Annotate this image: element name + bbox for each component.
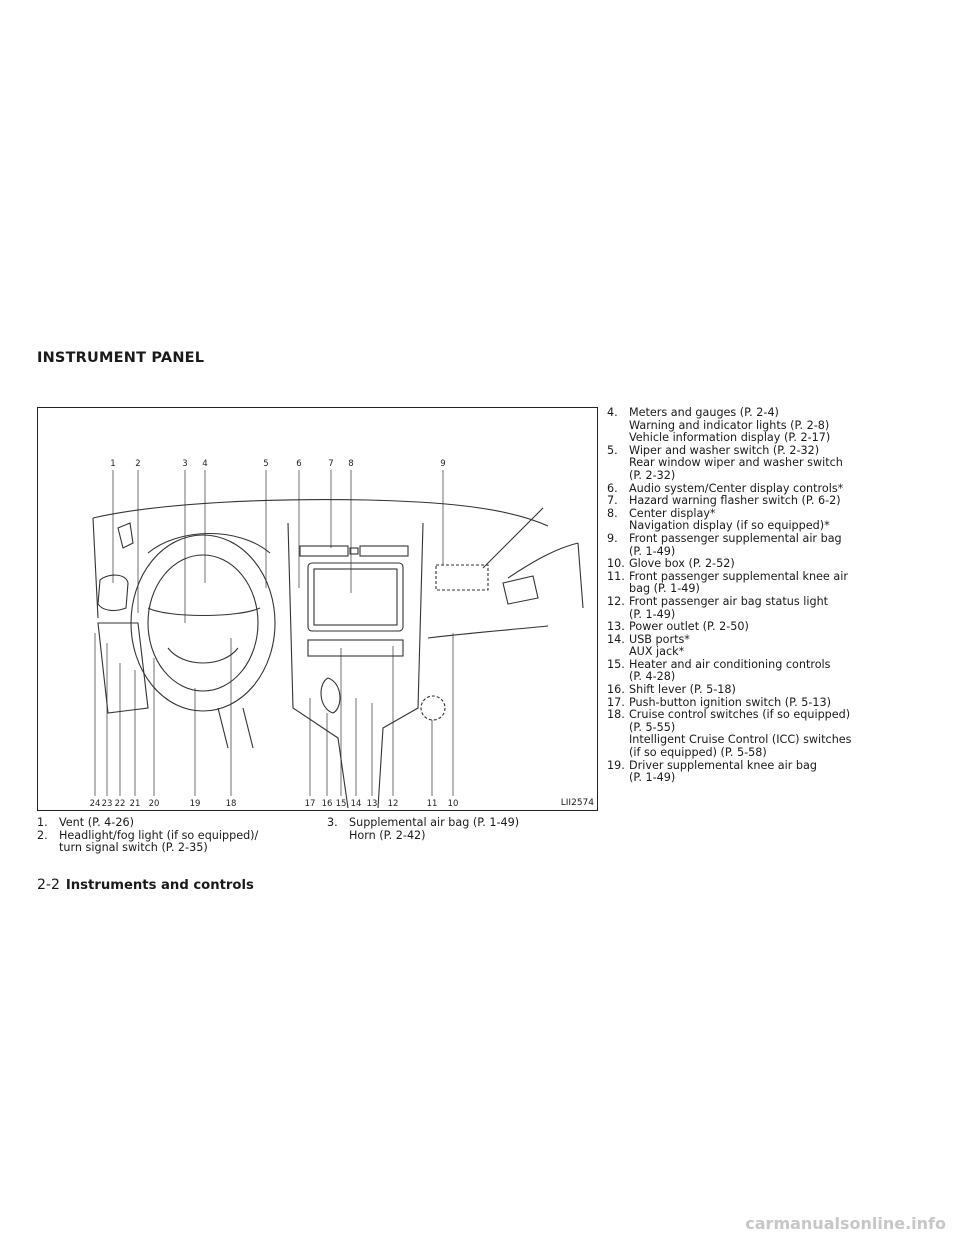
list-item — [607, 709, 902, 759]
item-number: 1. — [37, 816, 48, 829]
list-item — [607, 533, 902, 558]
callout-1: 1 — [110, 459, 116, 469]
callout-9: 9 — [440, 459, 446, 469]
item-line: Wiper and washer switch (P. 2-32) — [629, 443, 820, 457]
callout-3: 3 — [182, 459, 188, 469]
callout-11: 11 — [426, 799, 438, 809]
item-line: Power outlet (P. 2-50) — [629, 620, 749, 634]
item-number: 6. — [607, 481, 618, 495]
list-item — [607, 621, 902, 634]
glove-box — [428, 626, 548, 638]
item-number: 9. — [607, 531, 618, 545]
item-text — [629, 495, 902, 508]
callout-21: 21 — [129, 799, 141, 809]
item-line: (P. 1-49) — [629, 607, 676, 621]
item-line: Center display* — [629, 506, 716, 520]
item-line: Push-button ignition switch (P. 5-13) — [629, 695, 831, 709]
item-line: Cruise control switches (if so equipped) — [629, 708, 851, 722]
callout-18: 18 — [225, 799, 237, 809]
instrument-panel-illustration — [38, 408, 598, 811]
item-text — [629, 709, 902, 759]
callout-8: 8 — [348, 459, 354, 469]
callout-14: 14 — [350, 799, 362, 809]
callout-13: 13 — [366, 799, 378, 809]
dashboard-outline — [93, 500, 548, 526]
callout-15: 15 — [335, 799, 347, 809]
item-line: AUX jack* — [629, 645, 685, 659]
windshield-pillar-left — [93, 518, 98, 618]
item-number: 13. — [607, 620, 625, 634]
item-line: Front passenger supplemental knee air — [629, 569, 848, 583]
list-item — [37, 830, 307, 855]
item-line: (P. 4-28) — [629, 670, 676, 684]
item-line: bag (P. 1-49) — [629, 582, 700, 596]
item-line: Shift lever (P. 5-18) — [629, 683, 736, 697]
callout-4: 4 — [202, 459, 208, 469]
shift-lever — [321, 678, 340, 713]
callout-7: 7 — [328, 459, 334, 469]
list-item — [607, 634, 902, 659]
item-number: 12. — [607, 594, 625, 608]
center-display — [308, 563, 403, 631]
list-item — [327, 817, 587, 842]
item-line: Front passenger air bag status light — [629, 594, 829, 608]
section-title: INSTRUMENT PANEL — [37, 350, 205, 366]
callout-24: 24 — [89, 799, 101, 809]
page-footer — [37, 877, 254, 893]
item-text — [629, 684, 902, 697]
item-line: Heater and air conditioning controls — [629, 657, 831, 671]
list-item — [607, 558, 902, 571]
item-number: 11. — [607, 569, 625, 583]
item-number: 7. — [607, 494, 618, 508]
list-item — [607, 659, 902, 684]
figure-id-label: LII2574 — [560, 798, 594, 808]
item-line: (P. 2-32) — [629, 468, 676, 482]
items-column-2 — [327, 817, 587, 842]
item-number: 2. — [37, 828, 48, 842]
item-number: 17. — [607, 695, 625, 709]
item-text — [629, 596, 902, 621]
item-number: 10. — [607, 557, 625, 571]
item-line: (P. 5-55) — [629, 720, 676, 734]
item-line: (P. 1-49) — [629, 544, 676, 558]
passenger-airbag-outline — [436, 565, 488, 590]
items-column-3 — [607, 407, 902, 785]
item-line: Rear window wiper and washer switch — [629, 456, 843, 470]
callout-10: 10 — [447, 799, 459, 809]
item-line: Supplemental air bag (P. 1-49) — [349, 816, 520, 829]
chapter-title: Instruments and controls — [65, 878, 254, 893]
list-item — [607, 407, 902, 445]
item-text — [629, 659, 902, 684]
callout-5: 5 — [263, 459, 269, 469]
callout-2: 2 — [135, 459, 141, 469]
list-item — [37, 817, 307, 830]
item-text — [629, 508, 902, 533]
item-number: 16. — [607, 683, 625, 697]
steering-wheel — [131, 535, 275, 711]
item-line: (P. 1-49) — [629, 771, 676, 785]
item-line: Headlight/fog light (if so equipped)/ — [59, 828, 259, 842]
item-text — [629, 407, 902, 445]
item-line: Audio system/Center display controls* — [629, 481, 844, 495]
left-upper-vent — [118, 523, 133, 548]
knee-airbag-outline — [421, 696, 445, 720]
watermark: carmanualsonline.info — [745, 1214, 946, 1233]
item-line: Glove box (P. 2-52) — [629, 557, 735, 571]
callout-19: 19 — [189, 799, 201, 809]
list-item — [607, 571, 902, 596]
item-number: 18. — [607, 708, 625, 722]
item-text — [349, 817, 587, 842]
door-right — [508, 543, 583, 608]
instrument-panel-figure — [37, 407, 598, 811]
item-number: 4. — [607, 406, 618, 419]
page-number: 2-2 — [37, 877, 60, 893]
item-line: Vent (P. 4-26) — [59, 816, 134, 829]
item-number: 19. — [607, 758, 625, 772]
item-line: USB ports* — [629, 632, 690, 646]
item-text — [629, 760, 902, 785]
item-line: (if so equipped) (P. 5-58) — [629, 746, 767, 760]
item-line: turn signal switch (P. 2-35) — [59, 841, 208, 855]
center-vent — [300, 546, 348, 556]
callout-16: 16 — [321, 799, 333, 809]
callout-23: 23 — [101, 799, 113, 809]
item-number: 8. — [607, 506, 618, 520]
item-text — [629, 445, 902, 483]
callout-6: 6 — [296, 459, 302, 469]
item-line: Horn (P. 2-42) — [349, 828, 426, 842]
climate-controls — [308, 640, 403, 656]
item-text — [629, 634, 902, 659]
callout-20: 20 — [148, 799, 160, 809]
item-number: 14. — [607, 632, 625, 646]
list-item — [607, 684, 902, 697]
windshield-pillar-right — [483, 508, 543, 568]
item-line: Meters and gauges (P. 2-4) — [629, 406, 779, 419]
pedals — [218, 708, 253, 748]
meter-hood — [148, 533, 270, 553]
item-line: Navigation display (if so equipped)* — [629, 519, 830, 533]
item-line: Driver supplemental knee air bag — [629, 758, 817, 772]
item-text — [59, 817, 307, 830]
items-column-1 — [37, 817, 307, 855]
item-number: 15. — [607, 657, 625, 671]
item-text — [629, 558, 902, 571]
right-vent — [503, 576, 538, 604]
item-number: 3. — [327, 816, 338, 829]
callout-12: 12 — [387, 799, 399, 809]
list-item — [607, 445, 902, 483]
item-number: 5. — [607, 443, 618, 457]
callout-22: 22 — [114, 799, 126, 809]
item-text — [59, 830, 307, 855]
item-text — [629, 621, 902, 634]
item-line: Vehicle information display (P. 2-17) — [629, 431, 831, 445]
item-line: Warning and indicator lights (P. 2-8) — [629, 418, 830, 432]
list-item — [607, 596, 902, 621]
item-text — [629, 533, 902, 558]
list-item — [607, 760, 902, 785]
item-line: Intelligent Cruise Control (ICC) switches — [629, 733, 852, 747]
item-line: Front passenger supplemental air bag — [629, 531, 842, 545]
item-text — [629, 571, 902, 596]
item-line: Hazard warning flasher switch (P. 6-2) — [629, 494, 841, 508]
callout-17: 17 — [304, 799, 316, 809]
list-item — [607, 508, 902, 533]
list-item — [607, 495, 902, 508]
